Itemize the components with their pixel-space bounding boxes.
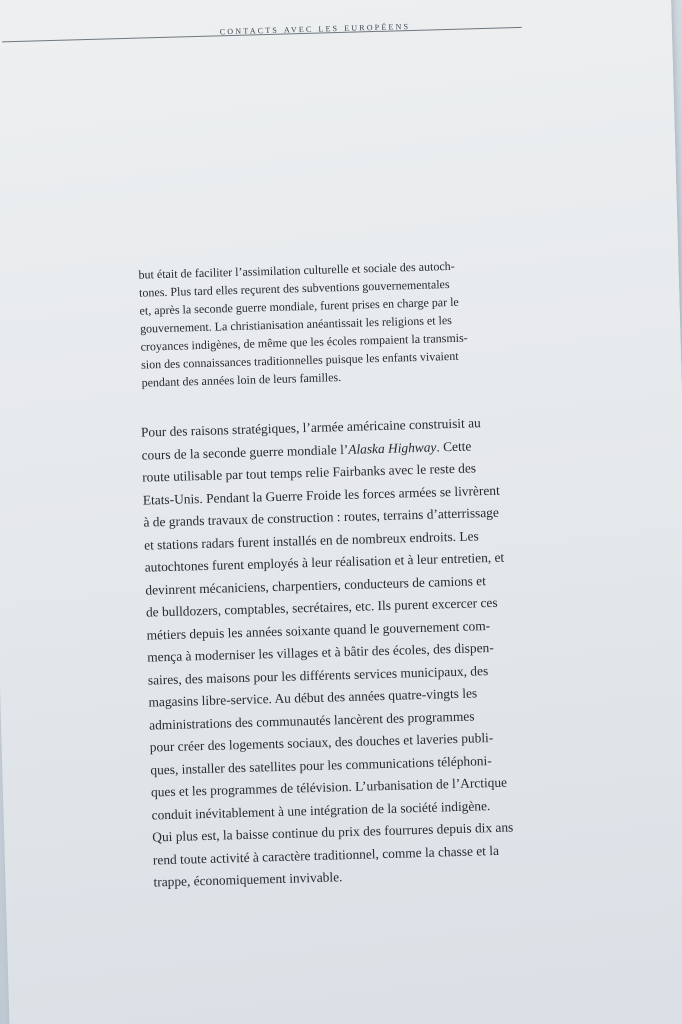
paragraph-2-line: ques et les programmes de télévision. L’urbanisation de l’Arctique	[150, 774, 508, 800]
paragraph-1	[138, 255, 541, 392]
paragraph-2-text: . Cette	[436, 437, 472, 454]
paragraph-2-line: Etats-Unis. Pendant la Guerre Froide les forces armées se livrèrent	[142, 482, 500, 508]
paragraph-2-line: route utilisable par tout temps relie Fairbanks avec le reste des	[142, 460, 477, 485]
paragraph-2-line: Pour des raisons stratégiques, l’armée américaine construisit au	[140, 415, 481, 440]
paragraph-1-line: but était de faciliter l’assimilation culturelle et sociale des autoch-	[138, 258, 455, 282]
paragraph-1-line: tones. Plus tard elles reçurent des subventions gouvernementales	[138, 277, 450, 300]
paragraph-2-line: devinrent mécaniciens, charpentiers, conducteurs de camions et	[145, 572, 487, 598]
paragraph-2-line: à de grands travaux de construction : routes, terrains d’atterrissage	[143, 504, 500, 530]
paragraph-2-line: de bulldozers, comptables, secrétaires, etc. Ils purent excercer ces	[145, 594, 498, 620]
italic-title-alaska-highway: Alaska Highway	[348, 438, 437, 457]
paragraph-2-line: pour créer des logements sociaux, des douches et laveries publi-	[149, 729, 494, 755]
paragraph-1-line: croyances indigènes, de même que les écoles rompaient la transmis-	[140, 330, 468, 354]
paragraph-2-line: magasins libre-service. Au début des années quatre-vingts les	[148, 685, 478, 710]
paragraph-2-line: Qui plus est, la baisse continue du prix des fourrures depuis dix ans	[152, 819, 514, 845]
paragraph-2-line: métiers depuis les années soixante quand le gouvernement com-	[146, 617, 491, 643]
running-header: contacts avec les européens	[219, 20, 411, 38]
paragraph-2-line: rend toute activité à caractère traditionnel, comme la chasse et la	[152, 842, 500, 868]
paragraph-2-line: trappe, économiquement invivable.	[153, 869, 343, 890]
paragraph-2-line: autochtones furent employés à leur réalisation et à leur entretien, et	[144, 549, 505, 575]
paragraph-2-line: mença à moderniser les villages et à bâtir des écoles, des dispen-	[147, 639, 494, 665]
paragraph-1-line: sion des connaissances traditionnelles puisque les enfants vivaient	[140, 348, 459, 372]
paragraph-1-line: gouvernement. La christianisation anéantissait les religions et les	[139, 312, 453, 336]
paragraph-2-text: cours de la seconde guerre mondiale l’	[141, 441, 349, 463]
paragraph-2	[141, 410, 566, 894]
paragraph-2-line: et stations radars furent installés en de nombreux endroits. Les	[143, 527, 479, 553]
paragraph-2-line: administrations des communautés lancèrent des programmes	[148, 707, 475, 733]
paragraph-2-line: ques, installer des satellites pour les communications téléphoni-	[150, 752, 492, 778]
paragraph-2-line: saires, des maisons pour les différents services municipaux, des	[147, 662, 489, 688]
paragraph-1-line: pendant des années loin de leurs familles.	[141, 370, 342, 390]
paragraph-1-line: et, après la seconde guerre mondiale, furent prises en charge par le	[139, 294, 459, 318]
paragraph-2-line: conduit inévitablement à une intégration de la société indigène.	[151, 797, 491, 823]
